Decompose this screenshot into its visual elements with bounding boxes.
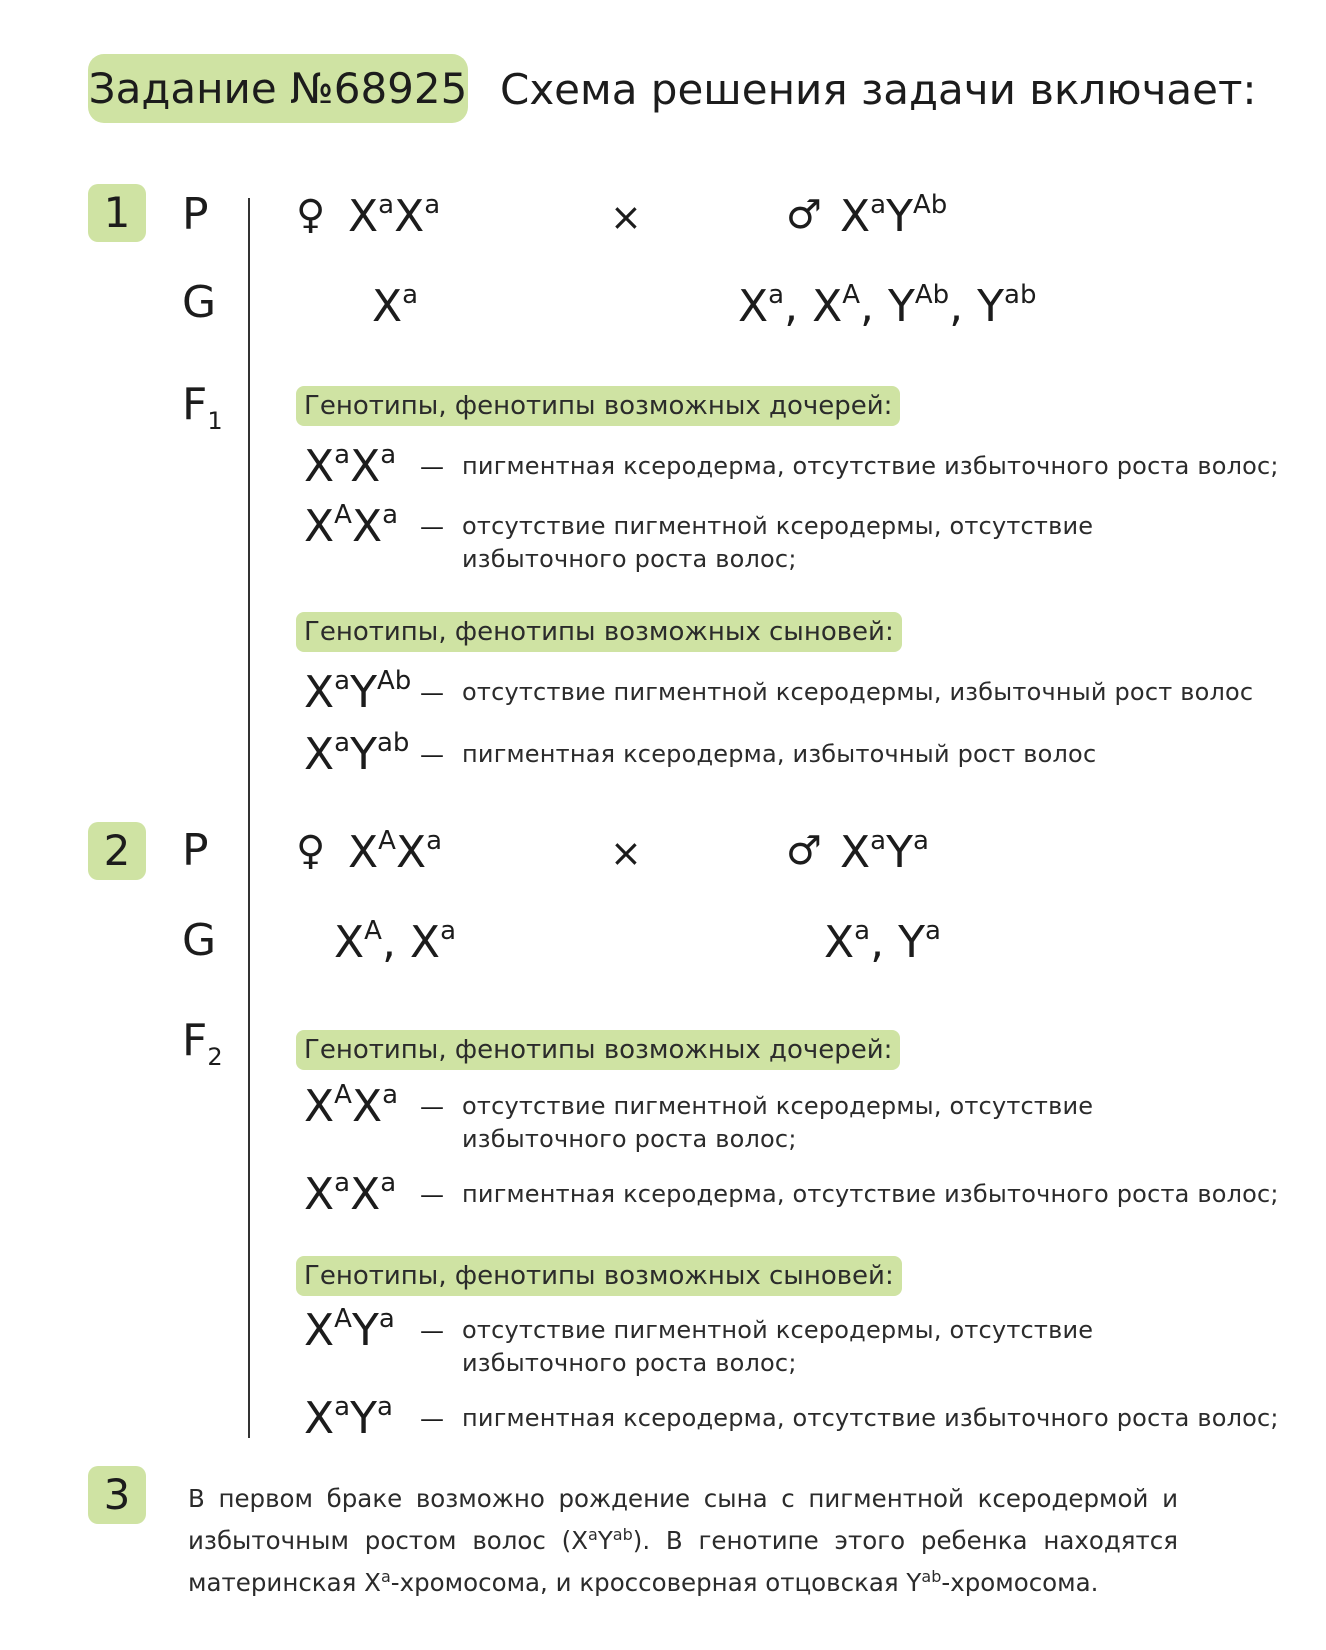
cross-symbol: × bbox=[610, 195, 642, 239]
task-number-badge: Задание №68925 bbox=[88, 54, 468, 123]
step-2-badge: 2 bbox=[88, 822, 146, 880]
step-1-daughters-heading: Генотипы, фенотипы возможных дочерей: bbox=[296, 386, 900, 426]
step-2-daughters-heading: Генотипы, фенотипы возможных дочерей: bbox=[296, 1030, 900, 1070]
step-1-female-gametes: $X^a$ bbox=[372, 280, 419, 332]
step-2-female-gametes: $X^A$, $X^a$ bbox=[334, 916, 457, 968]
dash: — bbox=[420, 1093, 444, 1121]
conclusion-text: В первом браке возможно рождение сына с пигментной ксеродермой и избыточным ростом волос $(X^aY^{ab})$. В генотипе этого ребенка находятся материнская $X^a$-хромосома, и кроссоверная отцовская $Y^{ab}$-хромосома. bbox=[188, 1484, 1179, 1597]
step-1-daughter-1-genotype: $X^aX^a$ bbox=[304, 440, 397, 492]
female-icon: ♀ bbox=[296, 192, 326, 238]
vertical-divider bbox=[248, 198, 250, 1438]
cross-symbol: × bbox=[610, 831, 642, 875]
step-1-male-gametes: $X^a$, $X^A$, $Y^{Ab}$, $Y^{ab}$ bbox=[738, 280, 1037, 332]
step-1-g-label: G bbox=[182, 277, 217, 328]
step-2-son-1-phenotype: отсутствие пигментной ксеродермы, отсутствие избыточного роста волос; bbox=[462, 1316, 1094, 1377]
step-2-male-parent: $X^aY^a$ bbox=[840, 826, 929, 878]
step-2-daughter-2-phenotype: пигментная ксеродерма, отсутствие избыточного роста волос; bbox=[462, 1180, 1279, 1208]
step-3-badge: 3 bbox=[88, 1466, 146, 1524]
step-2-g-label: G bbox=[182, 915, 217, 966]
step-2-male-gametes: $X^a$, $Y^a$ bbox=[824, 916, 941, 968]
step-1-male-parent: $X^aY^{Ab}$ bbox=[840, 190, 948, 242]
step-1-son-1-genotype: $X^aY^{Ab}$ bbox=[304, 666, 412, 718]
step-2-son-2-phenotype: пигментная ксеродерма, отсутствие избыточного роста волос; bbox=[462, 1404, 1279, 1432]
dash: — bbox=[420, 741, 444, 769]
step-2-son-2-genotype: $X^aY^a$ bbox=[304, 1392, 393, 1444]
step-2-daughter-1-phenotype: отсутствие пигментной ксеродермы, отсутствие избыточного роста волос; bbox=[462, 1092, 1094, 1153]
step-1-badge: 1 bbox=[88, 184, 146, 242]
step-2-p-label: P bbox=[182, 825, 209, 876]
step-1-son-2-phenotype: пигментная ксеродерма, избыточный рост волос bbox=[462, 740, 1097, 768]
step-2-female-parent: $X^AX^a$ bbox=[348, 826, 443, 878]
step-1-f1-label: $F_1$ bbox=[182, 379, 223, 435]
male-icon: ♂ bbox=[786, 828, 822, 874]
step-2-f2-label: $F_2$ bbox=[182, 1015, 223, 1071]
dash: — bbox=[420, 513, 444, 541]
dash: — bbox=[420, 1181, 444, 1209]
step-2-son-1-genotype: $X^AY^a$ bbox=[304, 1304, 395, 1356]
male-icon: ♂ bbox=[786, 192, 822, 238]
step-1-son-1-phenotype: отсутствие пигментной ксеродермы, избыточный рост волос bbox=[462, 678, 1254, 706]
dash: — bbox=[420, 679, 444, 707]
step-1-daughter-2-phenotype: отсутствие пигментной ксеродермы, отсутствие избыточного роста волос; bbox=[462, 512, 1094, 573]
step-1-daughter-2-genotype: $X^AX^a$ bbox=[304, 500, 399, 552]
dash: — bbox=[420, 1405, 444, 1433]
female-icon: ♀ bbox=[296, 828, 326, 874]
step-1-son-2-genotype: $X^aY^{ab}$ bbox=[304, 728, 410, 780]
step-1-sons-heading: Генотипы, фенотипы возможных сыновей: bbox=[296, 612, 902, 652]
dash: — bbox=[420, 1317, 444, 1345]
step-1-female-parent: $X^aX^a$ bbox=[348, 190, 441, 242]
dash: — bbox=[420, 453, 444, 481]
step-2-daughter-2-genotype: $X^aX^a$ bbox=[304, 1168, 397, 1220]
step-2-daughter-1-genotype: $X^AX^a$ bbox=[304, 1080, 399, 1132]
step-2-sons-heading: Генотипы, фенотипы возможных сыновей: bbox=[296, 1256, 902, 1296]
step-1-daughter-1-phenotype: пигментная ксеродерма, отсутствие избыточного роста волос; bbox=[462, 452, 1279, 480]
page-title: Схема решения задачи включает: bbox=[500, 65, 1257, 114]
step-1-p-label: P bbox=[182, 189, 209, 240]
